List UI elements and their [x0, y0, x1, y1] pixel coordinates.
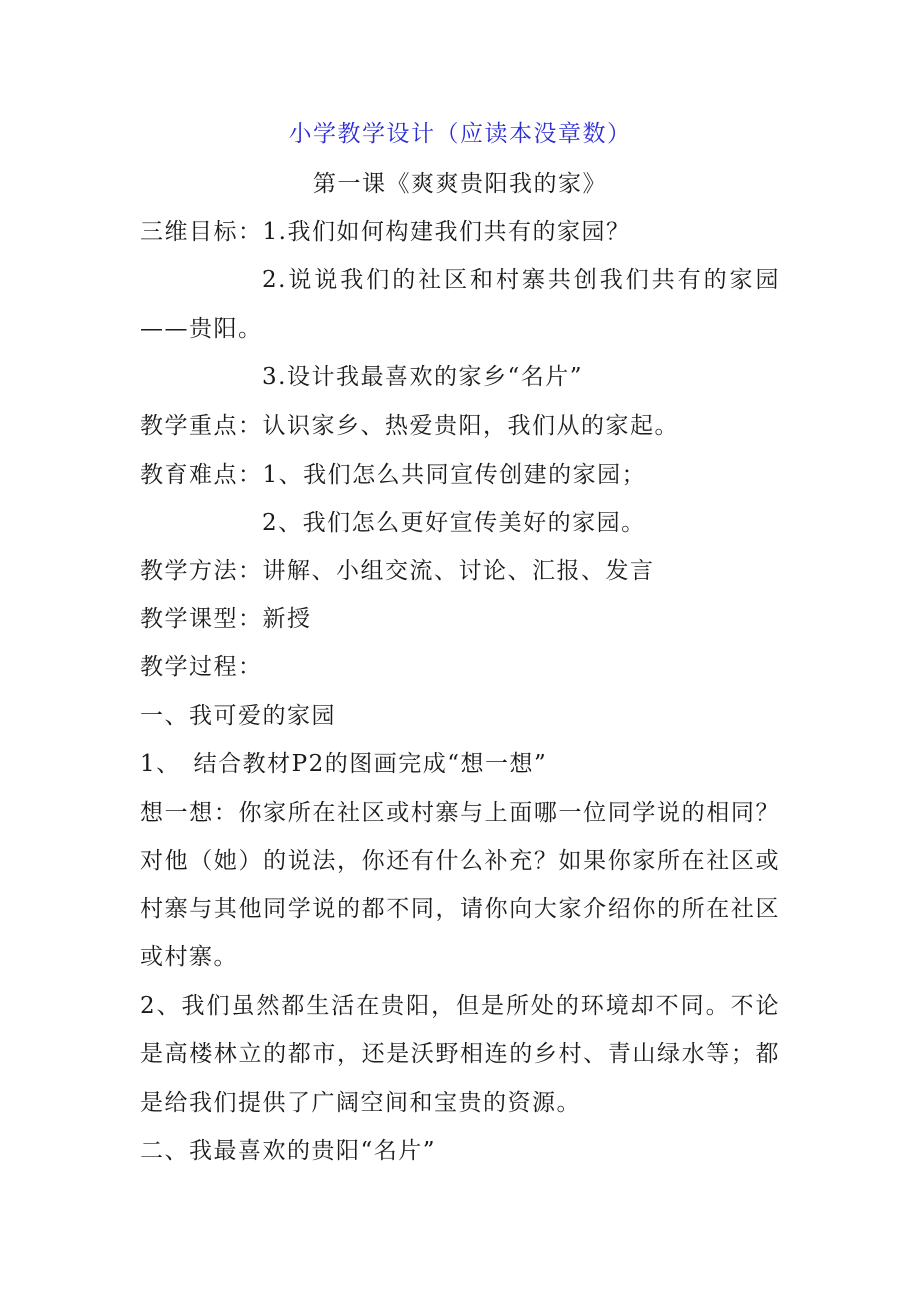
- key-points: 教学重点：认识家乡、热爱贵阳，我们从的家起。: [140, 413, 679, 439]
- difficulties-line-2: 2、我们怎么更好宣传美好的家园。: [262, 510, 646, 536]
- lesson-type: 教学课型：新授: [140, 606, 312, 632]
- objectives-line-1: 三维目标：1.我们如何构建我们共有的家园？: [140, 219, 631, 245]
- lesson-title: 第一课《爽爽贵阳我的家》: [313, 171, 607, 197]
- think-para-line-3: 村寨与其他同学说的都不同，请你向大家介绍你的所在社区: [140, 896, 780, 922]
- think-para-line-1: 想一想：你家所在社区或村寨与上面哪一位同学说的相同？: [140, 800, 780, 826]
- difficulties-line-1: 教育难点：1、我们怎么共同宣传创建的家园；: [140, 462, 647, 488]
- process-heading: 教学过程：: [140, 654, 263, 680]
- section-1-item-1: 1、 结合教材P2的图画完成“想一想”: [140, 751, 548, 777]
- objectives-line-3: 3.设计我最喜欢的家乡“名片”: [262, 364, 583, 390]
- teaching-methods: 教学方法：讲解、小组交流、讨论、汇报、发言: [140, 558, 655, 584]
- document-title: 小学教学设计（应读本没章数）: [288, 121, 632, 147]
- section-2-heading: 二、我最喜欢的贵阳“名片”: [140, 1138, 437, 1164]
- objectives-line-2: 2.说说我们的社区和村寨共创我们共有的家园: [262, 267, 780, 293]
- section-1-heading: 一、我可爱的家园: [140, 703, 336, 729]
- objectives-line-2-cont: ——贵阳。: [140, 316, 263, 342]
- section-1-item-2-line-3: 是给我们提供了广阔空间和宝贵的资源。: [140, 1090, 581, 1116]
- think-para-line-2: 对他（她）的说法，你还有什么补充？如果你家所在社区或: [140, 848, 780, 874]
- think-para-line-4: 或村寨。: [140, 944, 238, 970]
- section-1-item-2-line-1: 2、我们虽然都生活在贵阳，但是所处的环境却不同。不论: [140, 993, 780, 1019]
- section-1-item-2-line-2: 是高楼林立的都市，还是沃野相连的乡村、青山绿水等；都: [140, 1041, 780, 1067]
